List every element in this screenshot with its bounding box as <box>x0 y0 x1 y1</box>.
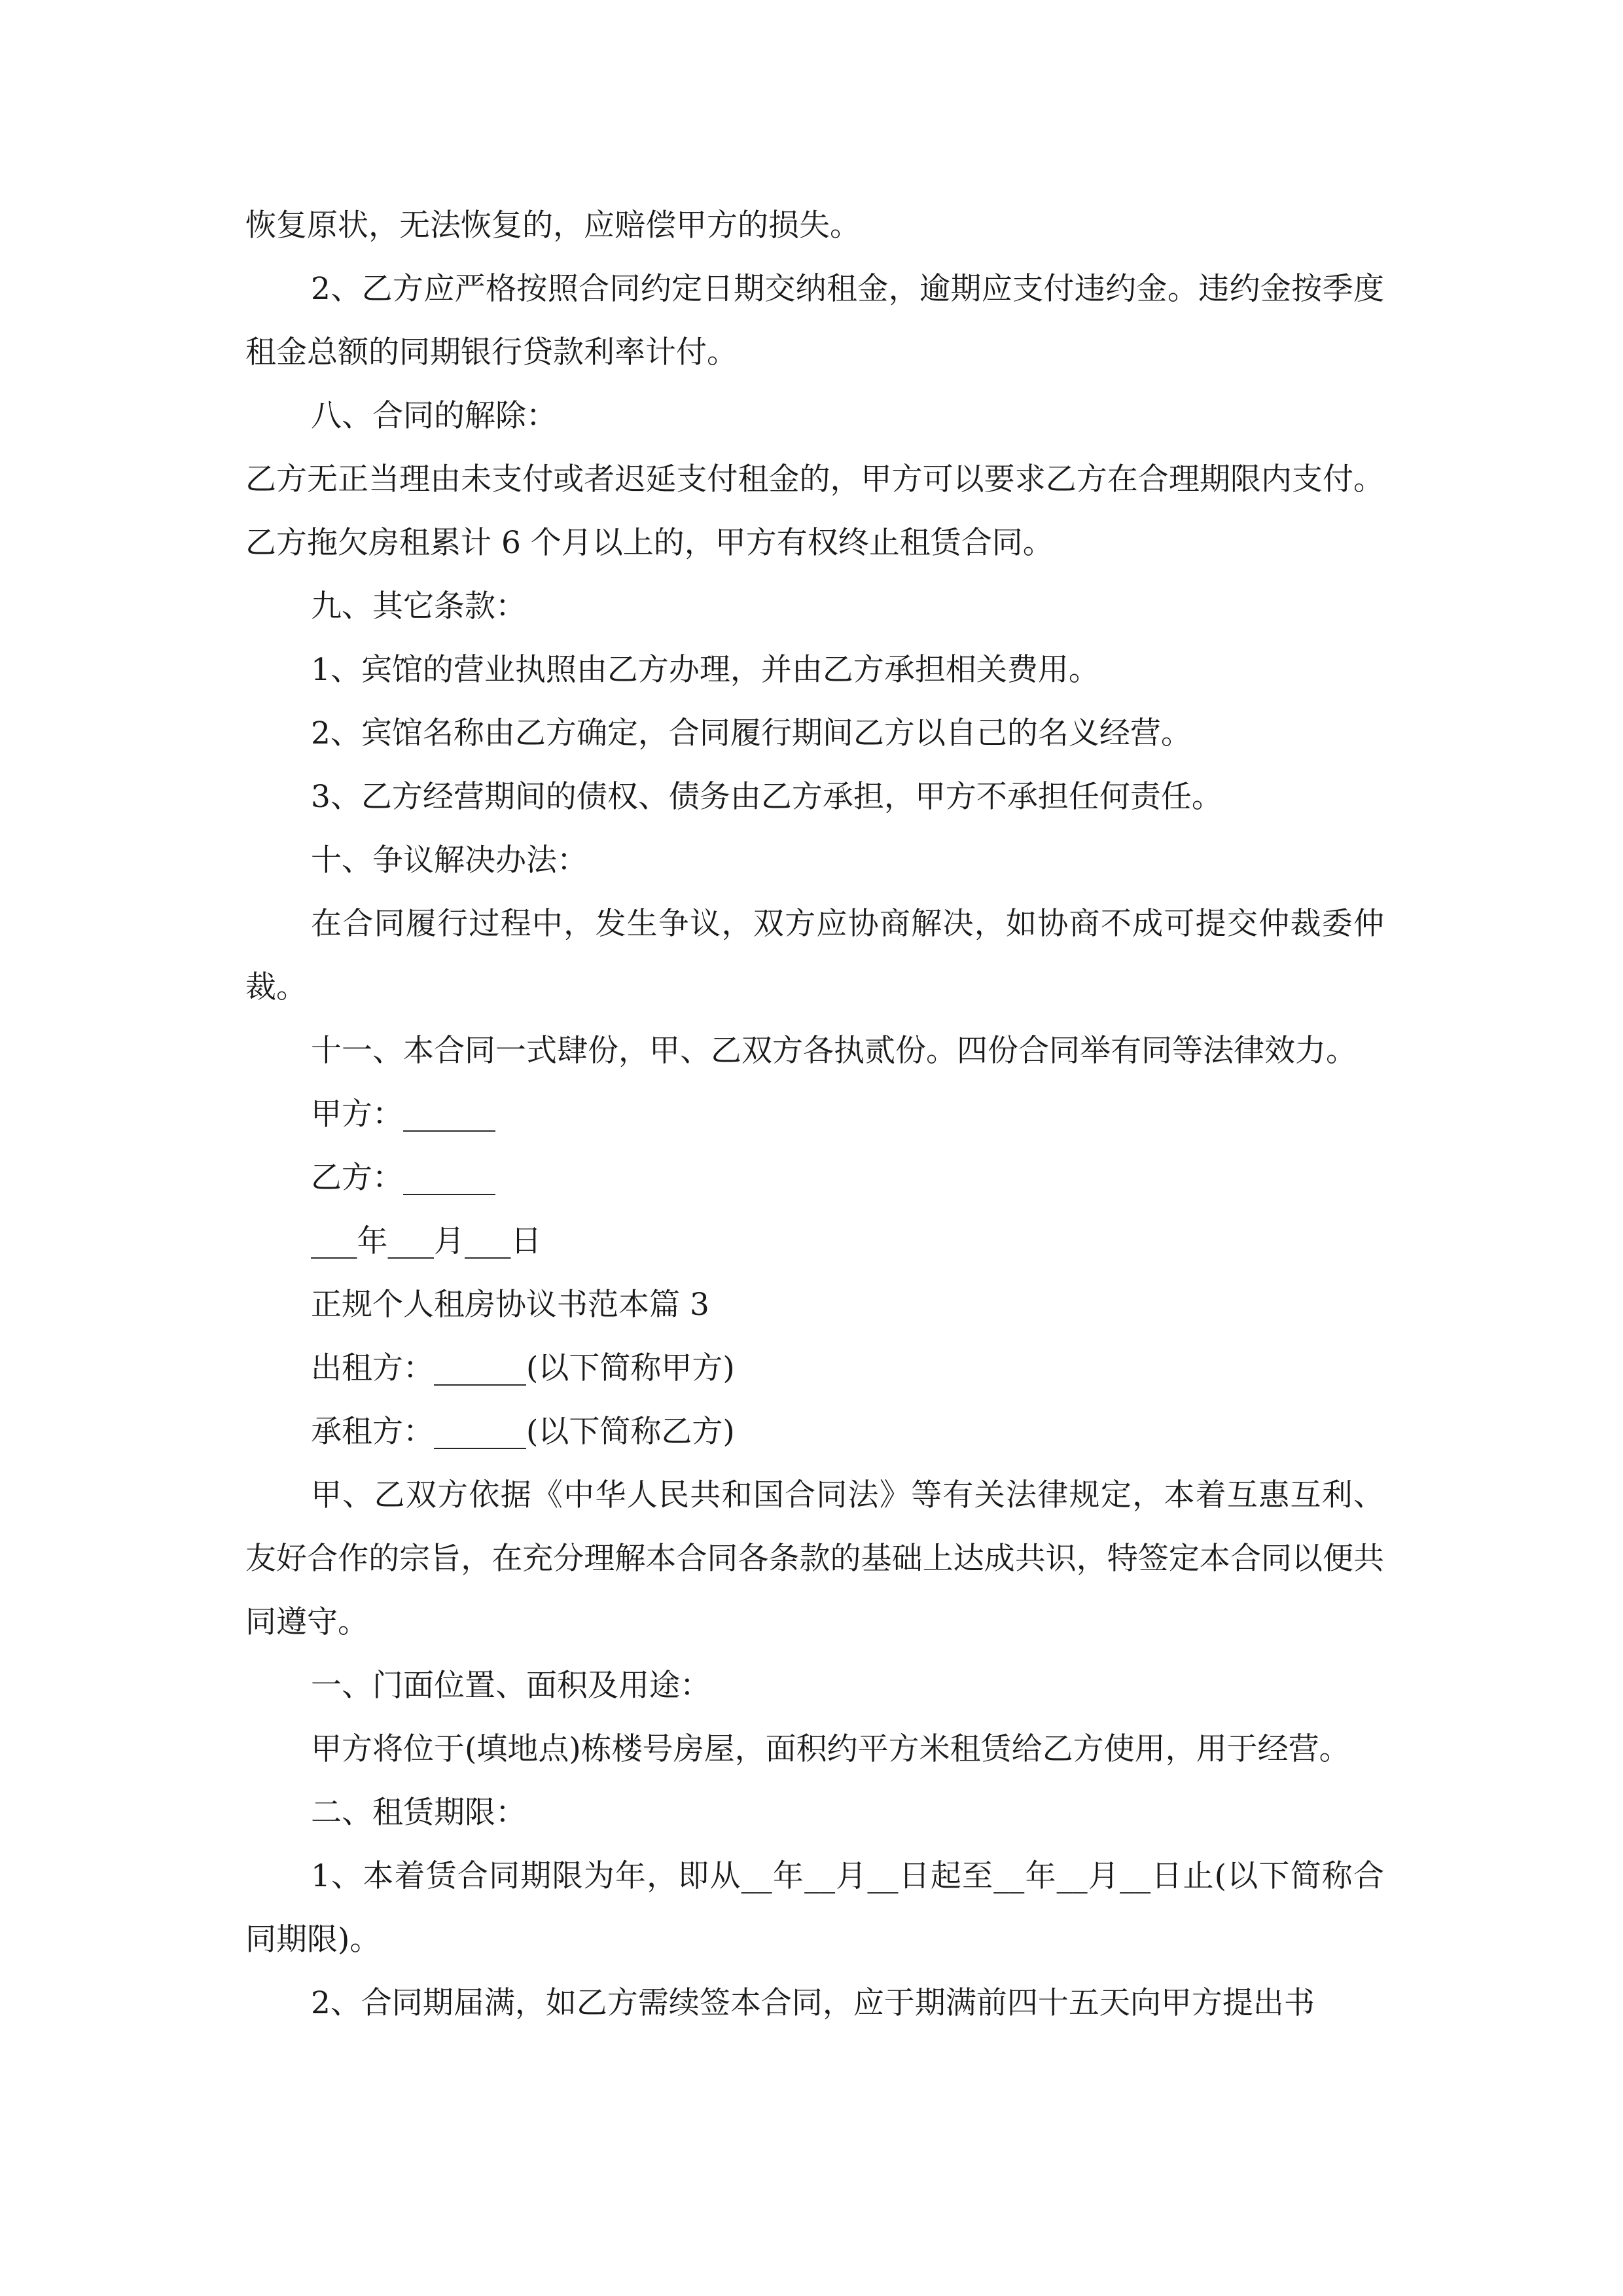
document-body <box>245 194 1384 2035</box>
section-heading-location: 一、门面位置、面积及用途： <box>311 1668 711 1704</box>
section-heading-termination: 八、合同的解除： <box>311 398 557 434</box>
paragraph-term-2: 2、合同期届满，如乙方需续签本合同，应于期满前四十五天向甲方提出书 <box>311 1985 1315 2021</box>
lessee-line: 承租方：______(以下简称乙方) <box>311 1414 735 1450</box>
paragraph-dispute: 在合同履行过程中，发生争议，双方应协商解决，如协商不成可提交仲裁委仲裁。 <box>245 906 1384 1005</box>
paragraph-termination: 乙方无正当理由未支付或者迟延支付租金的，甲方可以要求乙方在合理期限内支付。乙方拖欠房租累计 6 个月以上的，甲方有权终止租赁合同。 <box>245 461 1384 561</box>
signature-party-b: 乙方：______ <box>311 1160 495 1196</box>
paragraph-term-1: 1、本着赁合同期限为年，即从__年__月__日起至__年__月__日止(以下简称合同期限)。 <box>245 1858 1384 1958</box>
section-heading-dispute: 十、争议解决办法： <box>311 842 588 878</box>
paragraph-copies: 十一、本合同一式肆份，甲、乙双方各执贰份。四份合同举有同等法律效力。 <box>311 1033 1357 1069</box>
signature-party-a: 甲方：______ <box>311 1096 495 1132</box>
section-heading-term: 二、租赁期限： <box>311 1795 526 1831</box>
paragraph-other-term-3: 3、乙方经营期间的债权、债务由乙方承担，甲方不承担任何责任。 <box>311 779 1222 815</box>
paragraph-continuation: 恢复原状，无法恢复的，应赔偿甲方的损失。 <box>245 207 861 243</box>
signature-date: ___年___月___日 <box>311 1223 542 1259</box>
paragraph-other-term-1: 1、宾馆的营业执照由乙方办理，并由乙方承担相关费用。 <box>311 652 1099 688</box>
article-title: 正规个人租房协议书范本篇 3 <box>311 1287 709 1323</box>
section-heading-other-terms: 九、其它条款： <box>311 588 526 624</box>
paragraph-other-term-2: 2、宾馆名称由乙方确定，合同履行期间乙方以自己的名义经营。 <box>311 715 1192 751</box>
paragraph-preamble: 甲、乙双方依据《中华人民共和国合同法》等有关法律规定，本着互惠互利、友好合作的宗旨，在充分理解本合同各条款的基础上达成共识，特签定本合同以便共同遵守。 <box>245 1477 1384 1640</box>
paragraph-location: 甲方将位于(填地点)栋楼号房屋，面积约平方米租赁给乙方使用，用于经营。 <box>311 1731 1350 1767</box>
lessor-line: 出租方：______(以下简称甲方) <box>311 1350 735 1386</box>
paragraph-clause-late-payment: 2、乙方应严格按照合同约定日期交纳租金，逾期应支付违约金。违约金按季度租金总额的同期银行贷款利率计付。 <box>245 271 1384 370</box>
